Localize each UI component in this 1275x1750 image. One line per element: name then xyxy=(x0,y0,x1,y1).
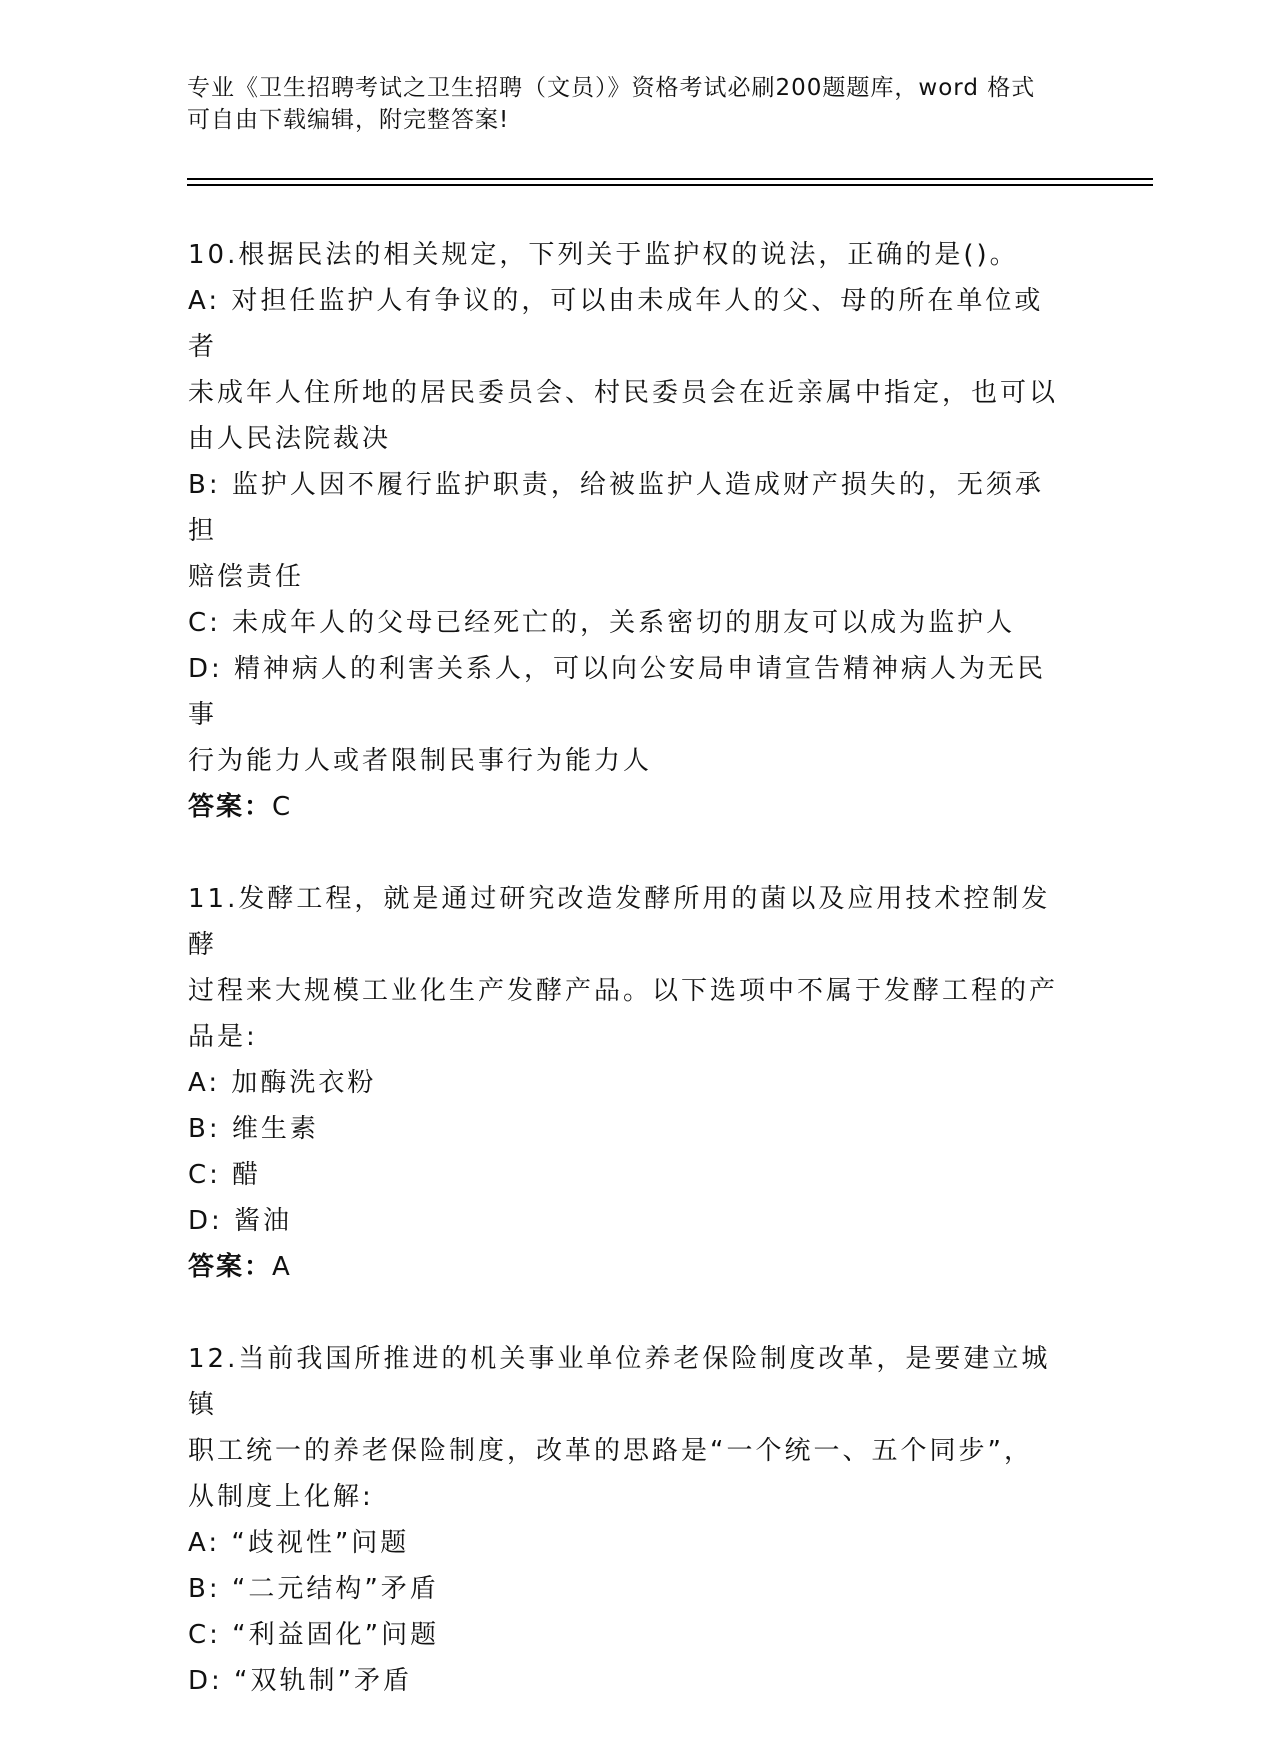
answer-option xyxy=(188,1198,1068,1244)
question-list xyxy=(188,232,1068,1750)
option-line: 未成年人住所地的居民委员会、村民委员会在近亲属中指定，也可以 xyxy=(188,378,1059,408)
question-block xyxy=(188,876,1068,1290)
question-stem-line: 12.当前我国所推进的机关事业单位养老保险制度改革，是要建立城镇 xyxy=(188,1344,1051,1420)
answer-option xyxy=(188,1658,1068,1704)
option-line: 由人民法院裁决 xyxy=(188,424,392,454)
option-line: D: “双轨制”矛盾 xyxy=(188,1666,412,1696)
question-stem-line: 从制度上化解: xyxy=(188,1482,374,1512)
option-line: D: 酱油 xyxy=(188,1206,293,1236)
option-line: B: 监护人因不履行监护职责，给被监护人造成财产损失的，无须承担 xyxy=(188,470,1044,546)
answer-option xyxy=(188,1106,1068,1152)
option-line: A: “歧视性”问题 xyxy=(188,1528,410,1558)
answer-option xyxy=(188,600,1068,646)
header-divider-bottom xyxy=(187,184,1153,186)
question-stem-line: 过程来大规模工业化生产发酵产品。以下选项中不属于发酵工程的产 xyxy=(188,976,1059,1006)
answer-line xyxy=(188,1244,1068,1290)
header-line-1: 专业《卫生招聘考试之卫生招聘（文员）》资格考试必刷200题题库，word 格式 xyxy=(187,75,1036,101)
option-line: A: 加酶洗衣粉 xyxy=(188,1068,377,1098)
option-line: 行为能力人或者限制民事行为能力人 xyxy=(188,746,653,776)
answer-line xyxy=(188,784,1068,830)
answer-option xyxy=(188,1612,1068,1658)
answer-option xyxy=(188,1152,1068,1198)
header-divider-top xyxy=(187,178,1153,180)
answer-value: A xyxy=(272,1252,292,1282)
option-line: A: 对担任监护人有争议的，可以由未成年人的父、母的所在单位或者 xyxy=(188,286,1044,362)
document-header xyxy=(187,72,1067,136)
option-line: B: 维生素 xyxy=(188,1114,319,1144)
question-stem-line: 品是: xyxy=(188,1022,258,1052)
question-stem-line: 10.根据民法的相关规定，下列关于监护权的说法，正确的是()。 xyxy=(188,240,1019,270)
question-block xyxy=(188,1336,1068,1704)
option-line: B: “二元结构”矛盾 xyxy=(188,1574,439,1604)
option-line: D: 精神病人的利害关系人，可以向公安局申请宣告精神病人为无民事 xyxy=(188,654,1047,730)
answer-label: 答案： xyxy=(188,792,273,822)
answer-option xyxy=(188,1566,1068,1612)
answer-option xyxy=(188,1060,1068,1106)
question-stem-line: 11.发酵工程，就是通过研究改造发酵所用的菌以及应用技术控制发酵 xyxy=(188,884,1051,960)
option-line: 赔偿责任 xyxy=(188,562,305,592)
option-line: C: 醋 xyxy=(188,1160,262,1190)
option-line: C: “利益固化”问题 xyxy=(188,1620,440,1650)
answer-option xyxy=(188,646,1068,784)
answer-option xyxy=(188,1520,1068,1566)
answer-value: C xyxy=(272,792,293,822)
question-block xyxy=(188,232,1068,830)
answer-option xyxy=(188,462,1068,600)
option-line: C: 未成年人的父母已经死亡的，关系密切的朋友可以成为监护人 xyxy=(188,608,1016,638)
answer-option xyxy=(188,278,1068,462)
question-stem-line: 职工统一的养老保险制度，改革的思路是“一个统一、五个同步”， xyxy=(188,1436,1033,1466)
answer-label: 答案： xyxy=(188,1252,273,1282)
header-line-2: 可自由下载编辑，附完整答案! xyxy=(187,107,510,133)
